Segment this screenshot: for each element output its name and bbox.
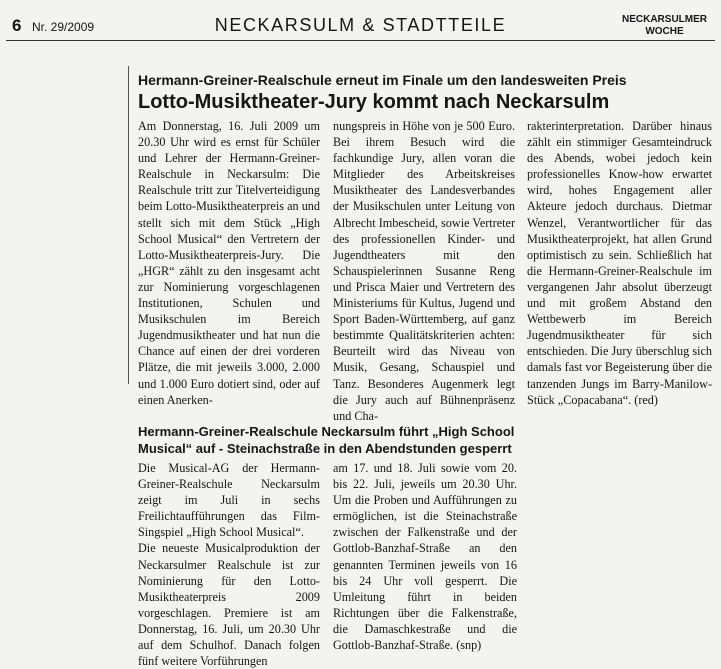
header-rule xyxy=(6,40,715,41)
page-number: 6 xyxy=(12,16,22,35)
logo-line-1: NECKARSULMER xyxy=(622,14,707,25)
article1-col2-text: nungspreis in Höhe von je 500 Euro. Bei ihrem Besuch wird die fachkundige Jury, allen voran die Mitglieder des Arbeitskreises Musiktheater des Landesverbandes der Musikschulen unter Leitung von Albrecht Imbescheid, sowie Vertreter des professionellen Kinder- und Jugendtheaters mit den Schauspielerinnen Susanne Reng und Prisca Maier und Vertretern des Ministeriums für Kultus, Jugend und Sport Baden-Württemberg, auf ganz bestimmte Qualitätskriterien achten: Beurteilt wird das Niveau von Musik, Gesang, Schauspiel und Tanz. Besonderes Augenmerk legt die Jury auch auf Bühnenpräsenz und Cha- xyxy=(333,119,515,423)
article1-col3-text: rakterinterpretation. Darüber hinaus zählt ein stimmiger Gesamteindruck des Abends, wobei jedoch kein professionelles Know-how erwartet wird, hohes Engagement aller Akteure jedoch durchaus. Dietmar Wenzel, Verantwortlicher für das Musiktheaterprojekt, hat allen Grund optimistisch zu sein. Schließlich hat die Hermann-Greiner-Realschule im vergangenen Jahr absolut überzeugt und mit großem Abstand den Wettbewerb im Bereich Jugendmusiktheater für sich entschieden. Die Jury überschlug sich damals fast vor Begeisterung über die tanzenden Jungs im Barry-Manilow-Stück „Copacabana“. (red) xyxy=(527,119,712,407)
article1-column-3 xyxy=(527,118,712,408)
column-divider xyxy=(128,66,129,384)
issue-number: Nr. 29/2009 xyxy=(32,20,95,34)
article1-column-1 xyxy=(138,118,320,408)
logo-line-2: WOCHE xyxy=(645,26,684,37)
section-title: NECKARSULM & STADTTEILE xyxy=(214,15,507,35)
article1-col1-text: Am Donnerstag, 16. Juli 2009 um 20.30 Uhr wird es ernst für Schüler und Lehrer der Hermann-Greiner-Realschule in Neckarsulm: Die Realschule tritt zur Titelverteidigung beim Lotto-Musiktheaterpreis an und stellt sich mit dem Stück „High School Musical“ den Vertretern der Lotto-Musiktheaterpreis-Jury. Die „HGR“ zählt zu den insgesamt acht zur Nominierung vorgeschlagenen Institutionen, Schulen und Musikschulen im Bereich Jugendmusiktheater und hat nun die Chance auf einen der drei vorderen Plätze, die mit jeweils 3.000, 2.000 und 1.000 Euro dotiert sind, oder auf einen Anerken- xyxy=(138,119,320,407)
page-header xyxy=(0,0,721,42)
article2-col1-paragraph-1: Die Musical-AG der Hermann-Greiner-Realschule Neckarsulm zeigt im Juli in sechs Freilichtaufführungen das Film-Singspiel „High School Musical“. xyxy=(138,461,320,540)
article2-col2-text: am 17. und 18. Juli sowie vom 20. bis 22. Juli, jeweils um 20.30 Uhr. Um die Proben und Aufführungen zu ermöglichen, ist die Steinachstraße zwischen der Falkenstraße und der Gottlob-Banzhaf-Straße an den genannten Terminen jeweils von 16 bis 24 Uhr voll gesperrt. Die Umleitung führt in beiden Richtungen über die Falkenstraße, die Damaschkestraße und die Gottlob-Banzhaf-Straße. (snp) xyxy=(333,461,517,653)
article1-headline: Lotto-Musiktheater-Jury kommt nach Neckarsulm xyxy=(138,91,610,113)
article1-column-2 xyxy=(333,118,515,424)
article1-kicker: Hermann-Greiner-Realschule erneut im Finale um den landesweiten Preis xyxy=(138,72,627,88)
article2-headline-line-1: Hermann-Greiner-Realschule Neckarsulm führt „High School xyxy=(138,424,515,439)
article2-headline xyxy=(138,423,718,457)
article2-column-1 xyxy=(138,460,320,669)
newspaper-logo xyxy=(622,14,707,38)
article2-headline-line-2: Musical“ auf - Steinachstraße in den Abendstunden gesperrt xyxy=(138,441,512,456)
article2-column-2 xyxy=(333,460,517,653)
article2-col1-paragraph-2: Die neueste Musicalproduktion der Neckarsulmer Realschule ist zur Nominierung für den Lotto-Musiktheaterpreis 2009 vorgeschlagen. Premiere ist am Donnerstag, 16. Juli, um 20.30 Uhr auf dem Schulhof. Danach folgen fünf weitere Vorführungen xyxy=(138,541,320,669)
